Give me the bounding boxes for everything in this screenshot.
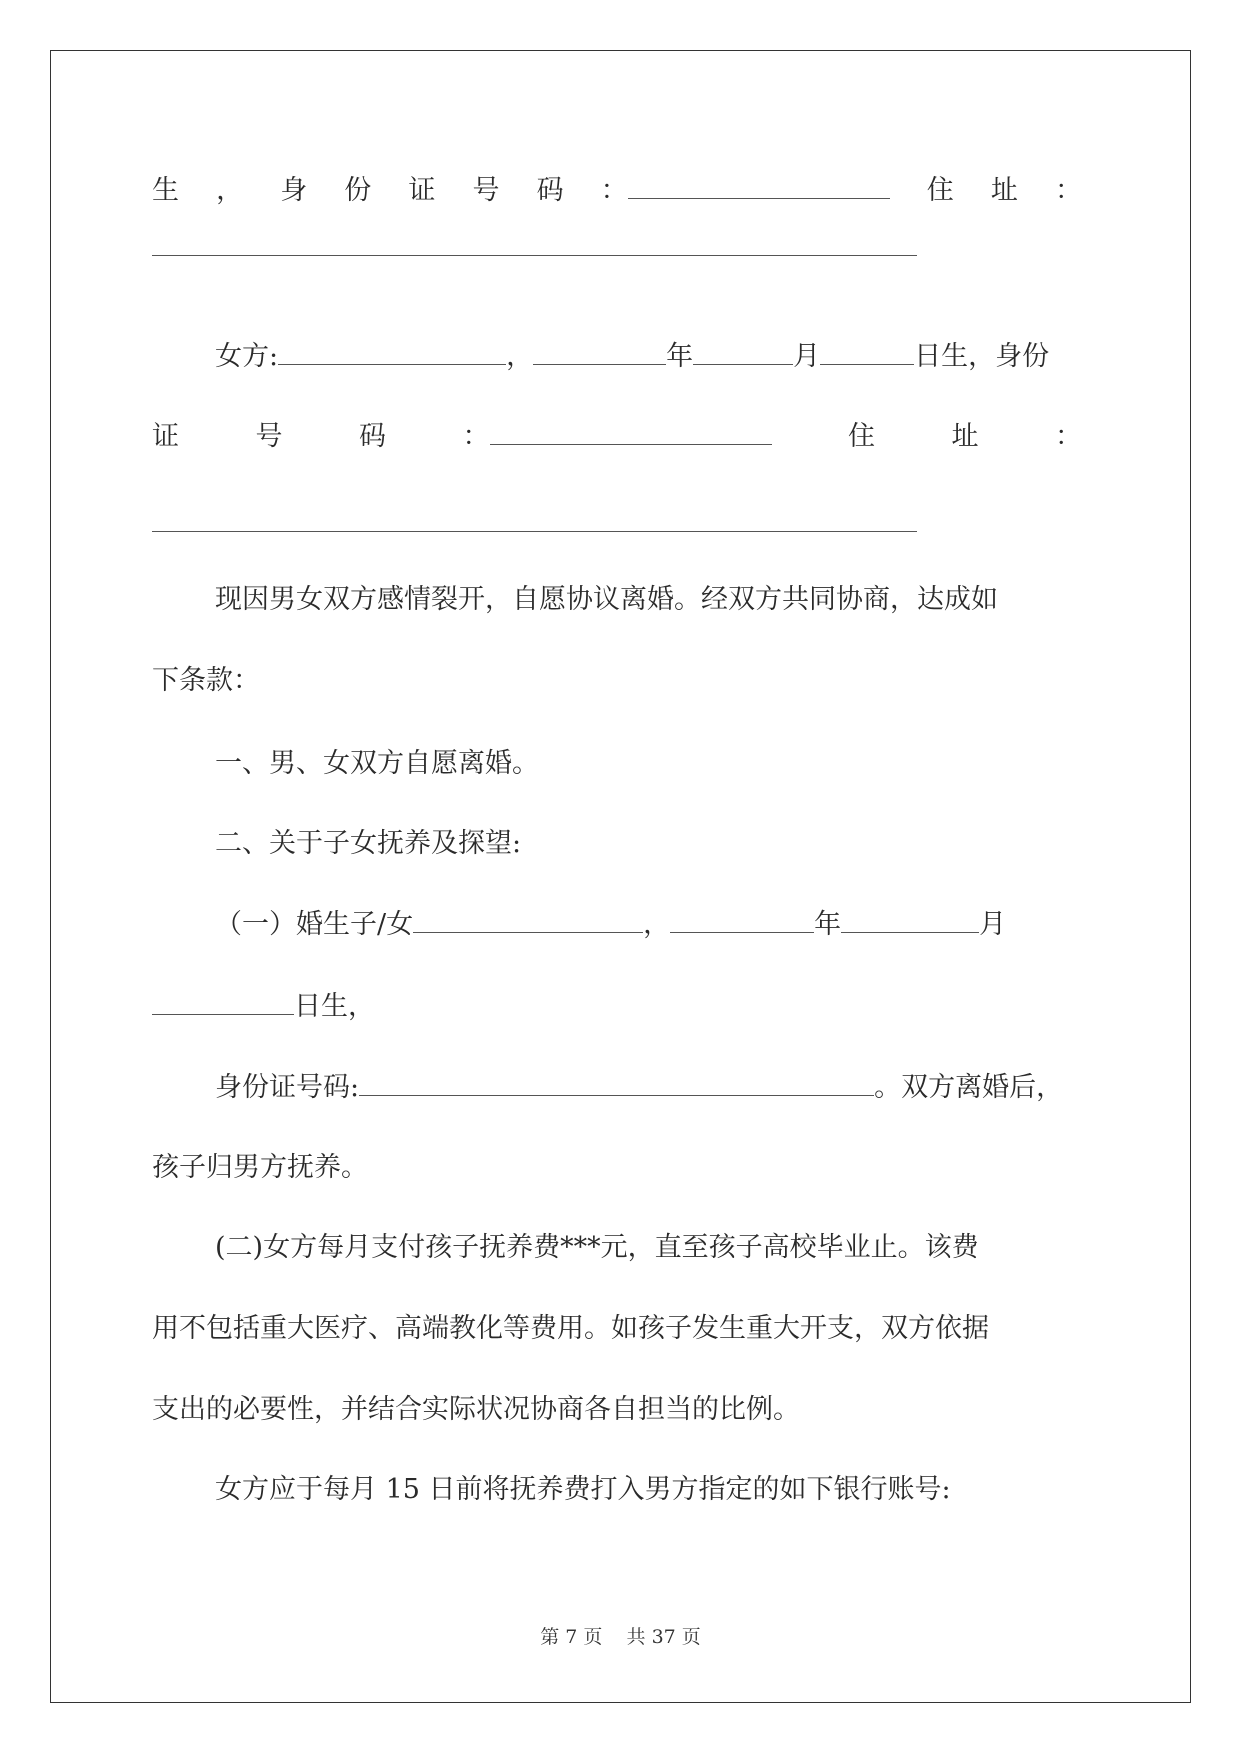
intro-line-1: 现因男女双方感情裂开，自愿协议离婚。经双方共同协商，达成如	[215, 584, 998, 615]
text-char: 址	[951, 421, 979, 452]
id-number-blank	[628, 172, 890, 199]
page-total: 共 37 页	[626, 1626, 701, 1648]
day-suffix: 日生，	[294, 991, 375, 1022]
text-char: 号	[255, 421, 283, 452]
custody-line: 孩子归男方抚养。	[152, 1152, 368, 1183]
page-footer	[0, 1625, 1241, 1649]
page-border	[50, 50, 1191, 1703]
year-label: 年	[814, 909, 842, 940]
support-line-3: 支出的必要性，并结合实际状况协商各自担当的比例。	[152, 1394, 800, 1425]
woman-info-line	[215, 338, 1049, 375]
woman-name-blank	[278, 338, 506, 365]
woman-id-address-line	[152, 418, 1082, 455]
payment-line: 女方应于每月 15 日前将抚养费打入男方指定的如下银行账号:	[215, 1474, 951, 1505]
child-info-line	[215, 906, 1006, 943]
intro-line-2: 下条款：	[152, 665, 260, 696]
text-char: 址	[990, 175, 1018, 206]
text-char: 住	[926, 175, 954, 206]
text-char: 生	[152, 175, 179, 206]
child-birth-month-blank	[841, 906, 979, 933]
child-label: （一）婚生子/女	[215, 909, 414, 940]
support-line-1: (二)女方每月支付孩子抚养费***元，直至孩子高校毕业止。该费	[215, 1232, 979, 1263]
id-number-label-colon: ：	[601, 172, 890, 209]
month-label: 月	[793, 341, 821, 372]
text-char: 码	[536, 175, 564, 206]
child-name-blank	[413, 906, 643, 933]
child-id-blank	[359, 1069, 874, 1096]
child-id-line	[215, 1069, 1063, 1106]
year-label: 年	[666, 341, 694, 372]
birth-suffix: 日生，身份	[914, 341, 1050, 372]
text-char: 身	[280, 175, 308, 206]
page-number: 第 7 页	[540, 1626, 603, 1648]
id-number-label-colon: ：	[463, 418, 772, 455]
support-line-2: 用不包括重大医疗、高端教化等费用。如孩子发生重大开支，双方依据	[152, 1313, 989, 1344]
text-char: 住	[848, 421, 875, 452]
text-char: ：	[1054, 175, 1082, 206]
child-birth-day-blank	[152, 988, 294, 1015]
man-id-address-line	[152, 172, 1082, 209]
child-id-suffix: 。双方离婚后，	[874, 1072, 1064, 1103]
clause-2-heading: 二、关于子女抚养及探望:	[215, 828, 522, 859]
text-char: ：	[1055, 421, 1082, 452]
id-number-blank	[490, 418, 772, 445]
clause-1: 一、男、女双方自愿离婚。	[215, 748, 539, 779]
woman-birth-month-blank	[693, 338, 793, 365]
text-char: 证	[408, 175, 436, 206]
text-char: ，	[216, 175, 244, 206]
text-char: 份	[344, 175, 372, 206]
woman-birth-day-blank	[820, 338, 914, 365]
child-birth-day-line	[152, 988, 375, 1025]
comma: ，	[643, 909, 671, 940]
woman-label: 女方:	[215, 341, 279, 372]
woman-address-blank	[152, 531, 917, 532]
child-id-label: 身份证号码:	[215, 1072, 360, 1103]
text-char: 码	[359, 421, 386, 452]
text-char: 号	[472, 175, 500, 206]
woman-birth-year-blank	[533, 338, 666, 365]
text-char: 证	[152, 421, 179, 452]
child-birth-year-blank	[670, 906, 814, 933]
month-label: 月	[979, 909, 1007, 940]
man-address-blank	[152, 255, 917, 256]
comma: ，	[506, 341, 534, 372]
